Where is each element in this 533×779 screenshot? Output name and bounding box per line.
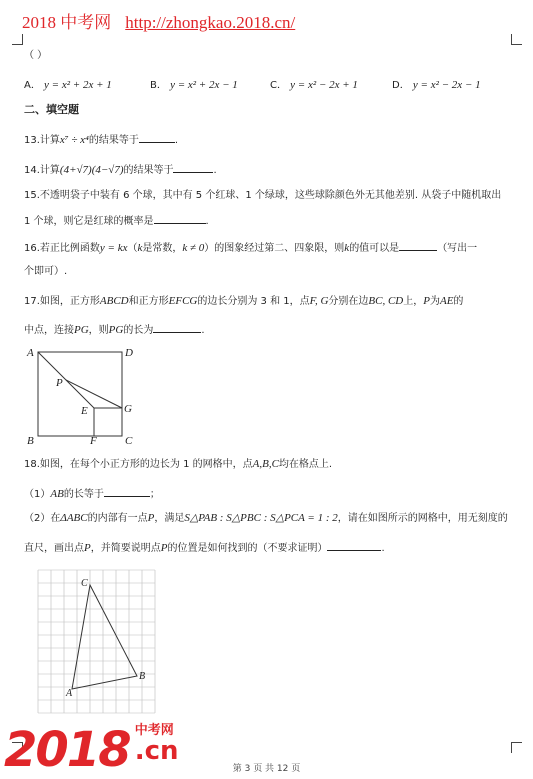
question-18-sub2: （2）在ΔABC的内部有一点P，满足S△PAB : S△PBC : S△PCA = 1 : 2，请在如图所示的网格中，用无刻度的 — [24, 512, 508, 524]
logo-cn: .cn — [134, 736, 179, 766]
label-b: B — [27, 435, 34, 447]
answer-blank-14[interactable] — [173, 162, 213, 173]
answer-blank-13[interactable] — [139, 132, 175, 143]
question-18-line1: 18.如图，在每个小正方形的边长为 1 的网格中，点A,B,C均在格点上. — [24, 458, 333, 470]
label-c: C — [81, 578, 88, 589]
page-number: 第 3 页 共 12 页 — [232, 764, 301, 774]
question-17-line2: 中点，连接PG，则PG的长为 . — [24, 324, 205, 336]
label-g: G — [124, 403, 132, 415]
answer-blank-15[interactable] — [154, 213, 206, 224]
question-15-line2: 1 个球，则它是红球的概率是 . — [24, 213, 209, 228]
option-b: B． y = x² + 2x − 1 — [150, 79, 238, 91]
answer-blank-18-1[interactable] — [104, 486, 150, 497]
question-15-line1: 15.不透明袋子中装有 6 个球，其中有 5 个红球、1 个绿球，这些球除颜色外无其他差别. 从袋子中随机取出 — [24, 190, 502, 201]
site-name: 2018 中考网 — [22, 13, 112, 32]
crop-mark-top-left — [12, 34, 23, 45]
question-14: 14.计算(4+√7)(4−√7)的结果等于 . — [24, 164, 217, 176]
label-p: P — [56, 377, 63, 389]
q12-answer-paren: （ ） — [24, 50, 48, 61]
label-f: F — [90, 435, 97, 447]
question-17-line1: 17.如图，正方形ABCD和正方形EFCG的边长分别为 3 和 1，点F, G分别在边BC, CD上，P为AE的 — [24, 295, 464, 307]
label-b: B — [139, 671, 146, 682]
crop-mark-top-right — [511, 34, 522, 45]
label-a: A — [66, 688, 73, 699]
option-c: C． y = x² − 2x + 1 — [270, 79, 358, 91]
square-efcg — [94, 408, 122, 436]
answer-blank-16[interactable] — [399, 240, 437, 251]
label-a: A — [27, 347, 34, 359]
segment-pg — [66, 380, 122, 408]
question-18-sub1: （1）AB的长等于 ； — [24, 488, 160, 500]
option-a: A． y = x² + 2x + 1 — [24, 79, 112, 91]
section-title: 二、填空题 — [24, 103, 79, 116]
question-16-line2: 个即可）. — [24, 266, 68, 277]
crop-mark-bottom-right — [511, 742, 522, 753]
logo-zhongkao: 中考网 — [134, 723, 174, 738]
option-d: D． y = x² − 2x − 1 — [392, 79, 481, 91]
label-c: C — [125, 435, 133, 447]
label-d: D — [125, 347, 133, 359]
label-e: E — [81, 405, 88, 417]
site-url-link[interactable]: http://zhongkao.2018.cn/ — [125, 13, 296, 32]
answer-blank-18-2[interactable] — [327, 540, 381, 551]
answer-blank-17[interactable] — [153, 322, 201, 333]
figure-17-squares — [24, 340, 134, 448]
logo-2018: 2018 — [4, 722, 130, 778]
question-16-line1: 16.若正比例函数y = kx（k是常数，k ≠ 0）的图象经过第二、四象限，则k的值可以是 （写出一 — [24, 242, 478, 254]
figure-18-grid — [36, 568, 166, 724]
site-header — [22, 8, 295, 33]
question-18-sub2-line2: 直尺，画出点P，并简要说明点P的位置是如何找到的（不要求证明） . — [24, 542, 385, 554]
question-13: 13.计算x⁷ ÷ x⁴的结果等于 . — [24, 134, 179, 146]
triangle-abc — [72, 585, 137, 689]
